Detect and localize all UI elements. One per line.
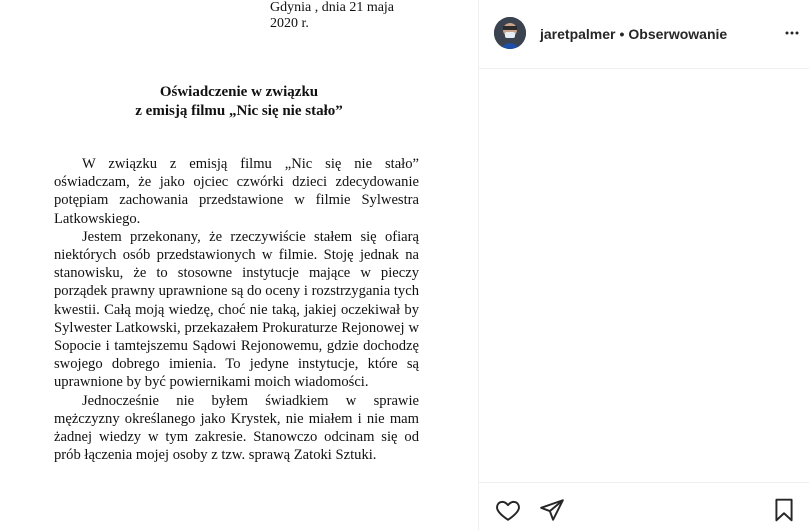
document-paragraph: Jednocześnie nie byłem świadkiem w sprawie mężczyzny określanego jako Krystek, nie miałem i nie mam żadnej wiedzy w tym zakresie. Stanowczo odcinam się od prób łączenia mojej osoby z tzw. sprawą Zatoki Sztuki.: [54, 392, 419, 464]
avatar[interactable]: [494, 17, 526, 49]
paper-plane-icon[interactable]: [539, 497, 565, 523]
username-link[interactable]: jaretpalmer: [540, 26, 616, 42]
document-title: [0, 83, 478, 121]
separator-dot: •: [619, 26, 625, 42]
action-bar: [479, 482, 809, 530]
document-paragraph: Jestem przekonany, że rzeczywiście stałem się ofiarą niektórych osób przedstawionych w filmie. Stoję jednak na stanowisku, że to stosowne instytucje mające w pieczy porządek prawny uprawnione są do oceny i rozstrzygania tych kwestii. Całą moją wiedzę, choć nie taką, jakiej oczekiwał by Sylwester Latkowski, przekazałem Prokuraturze Rejonowej w Sopocie i tamtejszemu Sądowi Rejonowemu, gdzie dochodzę swojego dobrego imienia. To jedyne instytucje, które są uprawnione by być powiernikami moich wiadomości.: [54, 228, 419, 391]
document-date-line1: Gdynia , dnia 21 maja: [270, 0, 395, 15]
document-title-line1: Oświadczenie w związku: [159, 84, 319, 100]
post-header-text: [540, 25, 727, 43]
bookmark-icon[interactable]: [771, 497, 797, 523]
heart-icon[interactable]: [495, 497, 521, 523]
post-header: [479, 0, 809, 69]
document-title-line2: z emisją filmu „Nic się nie stało”: [135, 103, 343, 119]
document-body: [54, 155, 419, 464]
document-date-line2: 2020 r.: [270, 16, 309, 31]
post-side-panel: [479, 0, 809, 530]
document-paragraph: W związku z emisją filmu „Nic się nie stało” oświadczam, że jako ojciec czwórki dzieci zdecydowanie potępiam zachowania przedstawione w filmie Sylwestra Latkowskiego.: [54, 156, 419, 227]
more-options-icon[interactable]: [785, 26, 799, 40]
document-date: [270, 0, 394, 32]
following-button[interactable]: Obserwowanie: [628, 26, 728, 42]
